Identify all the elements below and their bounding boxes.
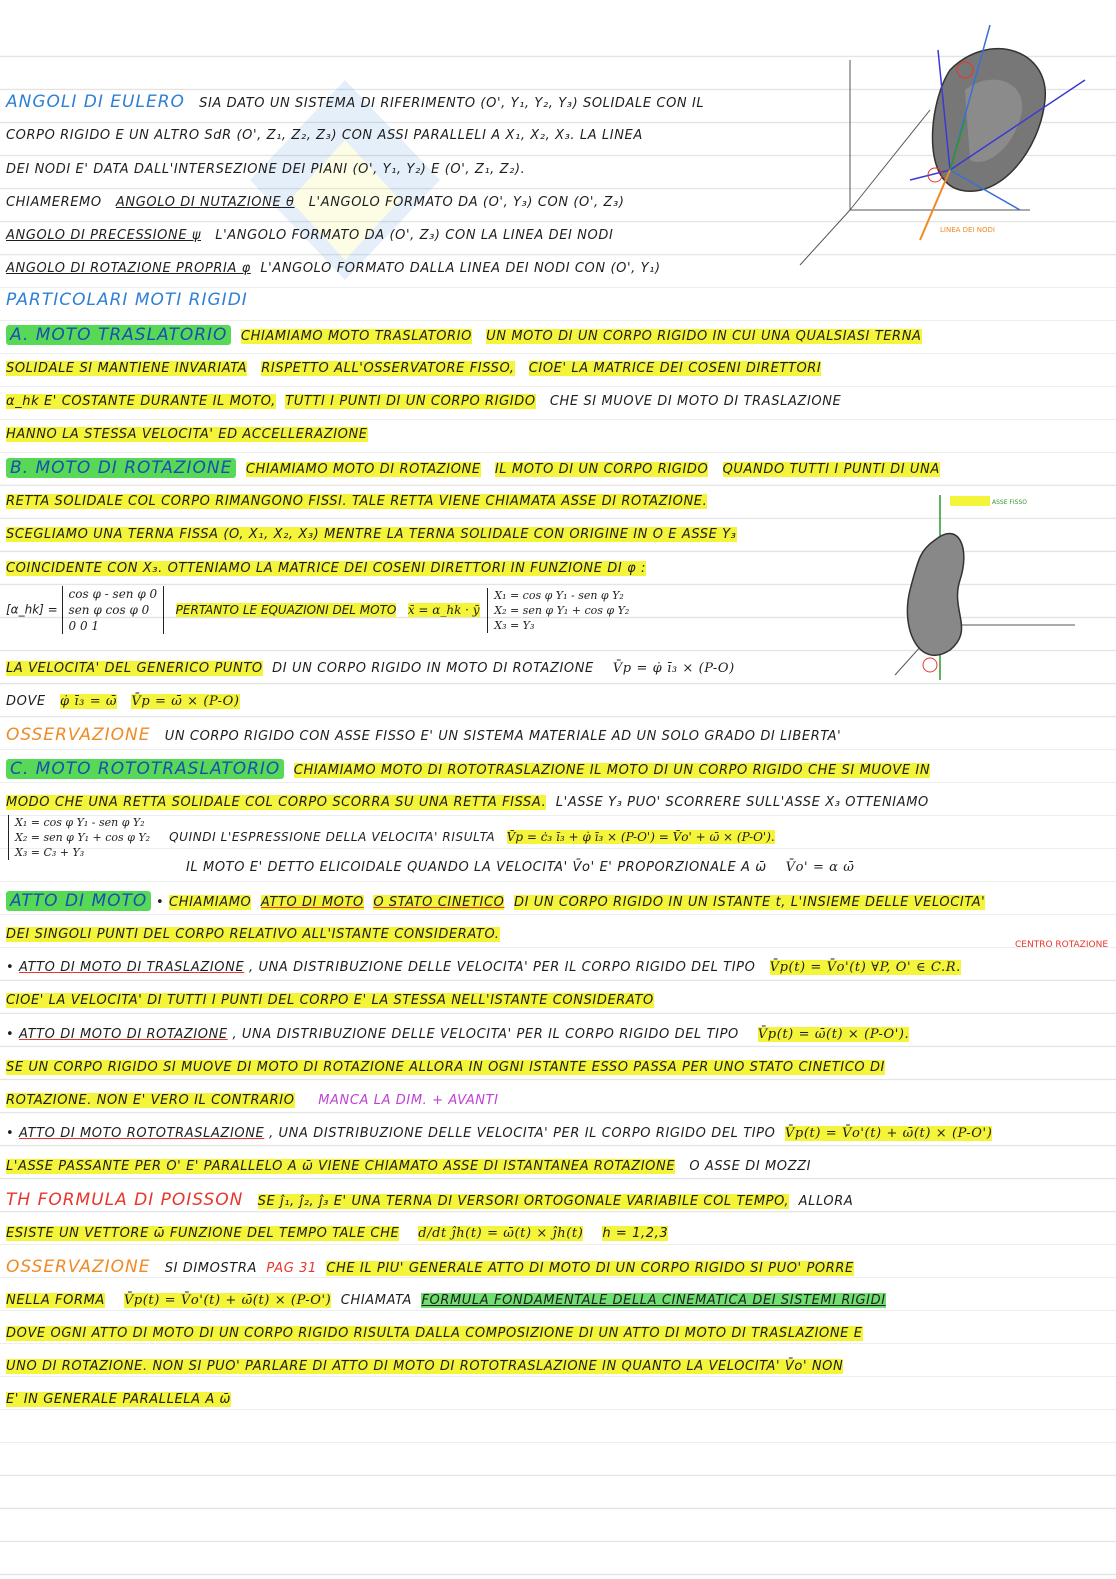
rototrasl-line-2 (6, 793, 1106, 813)
rot-line-4 (6, 559, 856, 579)
particolari-line (6, 290, 1106, 312)
rot-text-5a: LA VELOCITA' DEL GENERICO PUNTO (6, 661, 263, 676)
atto-b2e-line (6, 1091, 1106, 1111)
atto-text-2: DEI SINGOLI PUNTI DEL CORPO RELATIVO ALL'ISTANTE CONSIDERATO. (6, 927, 500, 942)
atto-b2-line: • ATTO DI MOTO DI ROTAZIONE , UNA DISTRIBUZIONE DELLE VELOCITA' PER IL CORPO RIGIDO DEL TIPO V̄p(t) = ω̄(t) × (P-O'). (6, 1027, 910, 1042)
rotation-matrix-block (6, 586, 629, 634)
omega-velocity: V̄p = ω̄ × (P-O) (131, 694, 240, 709)
rototrasl-title: C. MOTO ROTOTRASLATORIO (6, 759, 284, 779)
atto-b3d: L'ASSE PASSANTE PER O' E' PARALLELO A ω̄ VIENE CHIAMATO ASSE DI ISTANTANEA ROTAZIONE (6, 1159, 676, 1174)
oss2-page-ref: PAG 31 (266, 1261, 317, 1276)
trasl-text-4: HANNO LA STESSA VELOCITA' ED ACCELLERAZIONE (6, 427, 368, 442)
rot-text-5b: DI UN CORPO RIGIDO IN MOTO DI ROTAZIONE (272, 661, 594, 676)
pertanto-text: PERTANTO LE EQUAZIONI DEL MOTO (175, 602, 397, 617)
euler-line-4 (6, 193, 1106, 213)
trasl-line-2 (6, 359, 1106, 379)
atto-b1b: , UNA DISTRIBUZIONE DELLE VELOCITA' PER IL CORPO RIGIDO DEL TIPO (249, 960, 756, 975)
atto-title: ATTO DI MOTO (6, 891, 151, 911)
trasl-text-1: CHIAMIAMO MOTO TRASLATORIO (240, 329, 472, 344)
trasl-text-1b: UN MOTO DI UN CORPO RIGIDO IN CUI UNA QUALSIASI TERNA (486, 329, 922, 344)
rotation-matrix (62, 586, 165, 634)
rot-text-4: COINCIDENTE CON X₃. OTTENIAMO LA MATRICE DEI COSENI DIRETTORI IN FUNZIONE DI φ : (6, 561, 646, 576)
atto-text-1a: CHIAMIAMO (169, 895, 252, 910)
oss2-line-3 (6, 1324, 1106, 1344)
atto-b3-formula: V̄p(t) = V̄o'(t) + ω̄(t) × (P-O') (784, 1126, 993, 1141)
trasl-text-2a: SOLIDALE SI MANTIENE INVARIATA (6, 361, 248, 376)
atto-b1d-line (6, 991, 1106, 1011)
rototrasl-line-1 (6, 759, 1106, 781)
atto-b3-line: • ATTO DI MOTO ROTOTRASLAZIONE , UNA DISTRIBUZIONE DELLE VELOCITA' PER IL CORPO RIGIDO DEL TIPO V̄p(t) = V̄o'(t) + ω̄(t) × (P-O') (6, 1126, 993, 1141)
elic-line (186, 858, 1106, 878)
atto-b2-formula: V̄p(t) = ω̄(t) × (P-O'). (757, 1027, 910, 1042)
oss2-text-3: DOVE OGNI ATTO DI MOTO DI UN CORPO RIGIDO RISULTA DALLA COMPOSIZIONE DI UN ATTO DI MOTO DI TRASLAZIONE E (6, 1326, 863, 1341)
nutation-angle: ANGOLO DI NUTAZIONE θ (115, 195, 295, 210)
trasl-text-3b: TUTTI I PUNTI DI UN CORPO RIGIDO (285, 394, 536, 409)
atto-b2d: SE UN CORPO RIGIDO SI MUOVE DI MOTO DI ROTAZIONE ALLORA IN OGNI ISTANTE ESSO PASSA PER UNO STATO CINETICO DI (6, 1060, 885, 1075)
trasl-text-3a: α_hk E' COSTANTE DURANTE IL MOTO, (6, 394, 276, 409)
atto-b1a: ATTO DI MOTO DI TRASLAZIONE (19, 960, 245, 975)
rot-text-6a: DOVE (6, 694, 46, 709)
atto-b2f: MANCA LA DIM. + AVANTI (318, 1093, 499, 1108)
oss1-line (6, 725, 1106, 747)
rot-text-1c: QUANDO TUTTI I PUNTI DI UNA (722, 462, 940, 477)
rot-line-5 (6, 659, 1106, 679)
fig-fixed-axis-label: ASSE FISSO (992, 499, 1027, 506)
matrix-row-1: cos φ - sen φ 0 (68, 587, 158, 601)
oss2-formula: V̄p(t) = V̄o'(t) + ω̄(t) × (P-O') (123, 1293, 332, 1308)
poisson-text-2a: ESISTE UN VETTORE ω̄ FUNZIONE DEL TEMPO TALE CHE (6, 1226, 400, 1241)
atto-b1-formula: V̄p(t) = V̄o'(t) ∀P, O' ∈ C.R. (769, 960, 961, 975)
oss2-fundamental: FORMULA FONDAMENTALE DELLA CINEMATICA DEI SISTEMI RIGIDI (421, 1293, 886, 1308)
particolari-title: PARTICOLARI MOTI RIGIDI (6, 290, 248, 310)
atto-text-1b: ATTO DI MOTO (260, 895, 364, 910)
atto-b2b: , UNA DISTRIBUZIONE DELLE VELOCITA' PER IL CORPO RIGIDO DEL TIPO (232, 1027, 739, 1042)
precession-angle: ANGOLO DI PRECESSIONE ψ (6, 228, 202, 243)
motion-equation: x̄ = α_hk · ȳ (407, 602, 480, 617)
atto-b3a: ATTO DI MOTO ROTOTRASLAZIONE (19, 1126, 265, 1141)
elic-text: IL MOTO E' DETTO ELICOIDALE QUANDO LA VELOCITA' V̄o' E' PROPORZIONALE A ω̄ (186, 860, 767, 875)
elic-eq: V̄o' = α ω̄ (785, 860, 855, 875)
rototrasl-eq-block (8, 815, 775, 860)
trasl-title: A. MOTO TRASLATORIO (6, 325, 231, 345)
euler-text-2: CORPO RIGIDO E UN ALTRO SdR (O', Z₁, Z₂, Z₃) CON ASSI PARALLELI A X₁, X₂, X₃. LA LINEA (6, 128, 643, 143)
euler-text-6b: L'ANGOLO FORMATO DALLA LINEA DEI NODI CON (O', Y₁) (260, 261, 661, 276)
poisson-line-2 (6, 1224, 1106, 1244)
rot-sys-2: X₂ = sen φ Y₁ + cos φ Y₂ (494, 603, 630, 617)
oss2-line-1 (6, 1257, 1106, 1279)
rotation-angle: ANGOLO DI ROTAZIONE PROPRIA φ (6, 261, 251, 276)
matrix-row-3: 0 0 1 (68, 619, 100, 633)
poisson-title: TH FORMULA DI POISSON (6, 1190, 244, 1210)
oss2-line-4 (6, 1357, 1106, 1377)
cr-note: CENTRO ROTAZIONE (1014, 940, 1108, 950)
rot-title: B. MOTO DI ROTAZIONE (6, 458, 236, 478)
poisson-index: h = 1,2,3 (602, 1226, 669, 1241)
atto-b1d: CIOE' LA VELOCITA' DI TUTTI I PUNTI DEL CORPO E' LA STESSA NELL'ISTANTE CONSIDERATO (6, 993, 654, 1008)
oss2-title: OSSERVAZIONE (6, 1257, 151, 1277)
oss2-line-2 (6, 1291, 1106, 1311)
atto-b3d-line (6, 1157, 1106, 1177)
oss2-text-5: E' IN GENERALE PARALLELA A ω̄ (6, 1392, 232, 1407)
atto-b2a: ATTO DI MOTO DI ROTAZIONE (19, 1027, 228, 1042)
oss2-line-5 (6, 1390, 1106, 1410)
euler-text-5b: L'ANGOLO FORMATO DA (O', Z₃) CON LA LINEA DEI NODI (215, 228, 614, 243)
atto-text-1d: DI UN CORPO RIGIDO IN UN ISTANTE t, L'INSIEME DELLE VELOCITA' (513, 895, 986, 910)
oss1-text: UN CORPO RIGIDO CON ASSE FISSO E' UN SISTEMA MATERIALE AD UN SOLO GRADO DI LIBERTA' (164, 729, 842, 744)
oss1-title: OSSERVAZIONE (6, 725, 151, 745)
atto-line-1: ATTO DI MOTO • CHIAMIAMO ATTO DI MOTO O STATO CINETICO DI UN CORPO RIGIDO IN UN ISTANTE t, L'INSIEME DELLE VELOCITA' (6, 891, 1106, 913)
rot-line-1 (6, 458, 1106, 480)
rt-sys-1: X₁ = cos φ Y₁ - sen φ Y₂ (15, 816, 145, 829)
rototrasl-velocity: V̄p = ċ₃ ī₃ + φ̇ ī₃ × (P-O') = V̄o' + ω̄ × (P-O'). (506, 830, 775, 844)
euler-line-5 (6, 226, 1106, 246)
oss2-text-2c: CHIAMATA (340, 1293, 412, 1308)
atto-b1-line: • ATTO DI MOTO DI TRASLAZIONE , UNA DISTRIBUZIONE DELLE VELOCITA' PER IL CORPO RIGIDO DEL TIPO V̄p(t) = V̄o'(t) ∀P, O' ∈ C.R. (6, 960, 961, 975)
euler-title: ANGOLI DI EULERO (6, 92, 185, 112)
poisson-formula: d/dt ĵh(t) = ω̄(t) × ĵh(t) (418, 1226, 584, 1241)
rot-text-3: SCEGLIAMO UNA TERNA FISSA (O, X₁, X₂, X₃) MENTRE LA TERNA SOLIDALE CON ORIGINE IN O E ASSE Y₃ (6, 527, 737, 542)
poisson-text-1a: SE ĵ₁, ĵ₂, ĵ₃ E' UNA TERNA DI VERSORI ORTOGONALE VARIABILE COL TEMPO, (257, 1194, 790, 1209)
rototrasl-system (8, 815, 150, 860)
oss2-text-1c: CHE IL PIU' GENERALE ATTO DI MOTO DI UN CORPO RIGIDO SI PUO' PORRE (326, 1261, 854, 1276)
oss2-text-4: UNO DI ROTAZIONE. NON SI PUO' PARLARE DI ATTO DI MOTO DI ROTOTRASLAZIONE IN QUANTO LA VELOCITA' V̄o' NON (6, 1359, 844, 1374)
omega-def: φ̇ ī₃ = ω̄ (59, 694, 118, 709)
rototrasl-text-2a: MODO CHE UNA RETTA SOLIDALE COL CORPO SCORRA SU UNA RETTA FISSA. (6, 795, 547, 810)
trasl-text-2b: RISPETTO ALL'OSSERVATORE FISSO, (261, 361, 515, 376)
quindi-text: QUINDI L'ESPRESSIONE DELLA VELOCITA' RISULTA (169, 830, 496, 844)
matrix-lhs: [α_hk] = (6, 602, 58, 617)
trasl-line-4 (6, 425, 1106, 445)
rt-sys-3: X₃ = C₃ + Y₃ (15, 846, 85, 859)
atto-text-1c: O STATO CINETICO (373, 895, 505, 910)
rot-line-6 (6, 692, 1106, 712)
euler-line-1 (6, 92, 1106, 114)
oss2-text-1a: SI DIMOSTRA (164, 1261, 257, 1276)
rot-line-3 (6, 525, 856, 545)
trasl-text-3c: CHE SI MUOVE DI MOTO DI TRASLAZIONE (549, 394, 842, 409)
atto-b3e: O ASSE DI MOZZI (689, 1159, 812, 1174)
euler-text-3: DEI NODI E' DATA DALL'INTERSEZIONE DEI PIANI (O', Y₁, Y₂) E (O', Z₁, Z₂). (6, 162, 526, 177)
rot-sys-1: X₁ = cos φ Y₁ - sen φ Y₂ (494, 588, 624, 602)
rototrasl-text-1: CHIAMIAMO MOTO DI ROTOTRASLAZIONE IL MOTO DI UN CORPO RIGIDO CHE SI MUOVE IN (293, 763, 931, 778)
trasl-line-1 (6, 325, 1106, 347)
rot-sys-3: X₃ = Y₃ (494, 618, 535, 632)
matrix-row-2: sen φ cos φ 0 (68, 603, 150, 617)
trasl-line-3 (6, 392, 1106, 412)
rototrasl-text-2b: L'ASSE Y₃ PUO' SCORRERE SULL'ASSE X₃ OTTENIAMO (555, 795, 929, 810)
atto-b3b: , UNA DISTRIBUZIONE DELLE VELOCITA' PER IL CORPO RIGIDO DEL TIPO (269, 1126, 776, 1141)
poisson-text-1b: ALLORA (798, 1194, 854, 1209)
rotation-system (487, 588, 629, 633)
rot-text-1b: IL MOTO DI UN CORPO RIGIDO (494, 462, 709, 477)
euler-text-4a: CHIAMEREMO (6, 195, 102, 210)
rot-text-2: RETTA SOLIDALE COL CORPO RIMANGONO FISSI. TALE RETTA VIENE CHIAMATA ASSE DI ROTAZIONE. (6, 494, 708, 509)
oss2-text-2a: NELLA FORMA (6, 1293, 105, 1308)
fig-nodes-label: LINEA DEI NODI (940, 226, 995, 234)
atto-line-2 (6, 925, 1106, 945)
rot-text-1a: CHIAMIAMO MOTO DI ROTAZIONE (245, 462, 481, 477)
trasl-text-2c: CIOE' LA MATRICE DEI COSENI DIRETTORI (528, 361, 822, 376)
atto-b2e: ROTAZIONE. NON E' VERO IL CONTRARIO (6, 1093, 295, 1108)
rot-velocity: V̄p = φ̇ ī₃ × (P-O) (612, 661, 735, 676)
euler-text-4c: L'ANGOLO FORMATO DA (O', Y₃) CON (O', Z₃) (308, 195, 625, 210)
atto-b2d-line (6, 1058, 1106, 1078)
rt-sys-2: X₂ = sen φ Y₁ + cos φ Y₂ (15, 831, 151, 844)
euler-line-6 (6, 259, 1106, 279)
poisson-line-1 (6, 1190, 1106, 1212)
rot-line-2 (6, 492, 856, 512)
euler-text-1: SIA DATO UN SISTEMA DI RIFERIMENTO (O', Y₁, Y₂, Y₃) SOLIDALE CON IL (199, 96, 705, 111)
